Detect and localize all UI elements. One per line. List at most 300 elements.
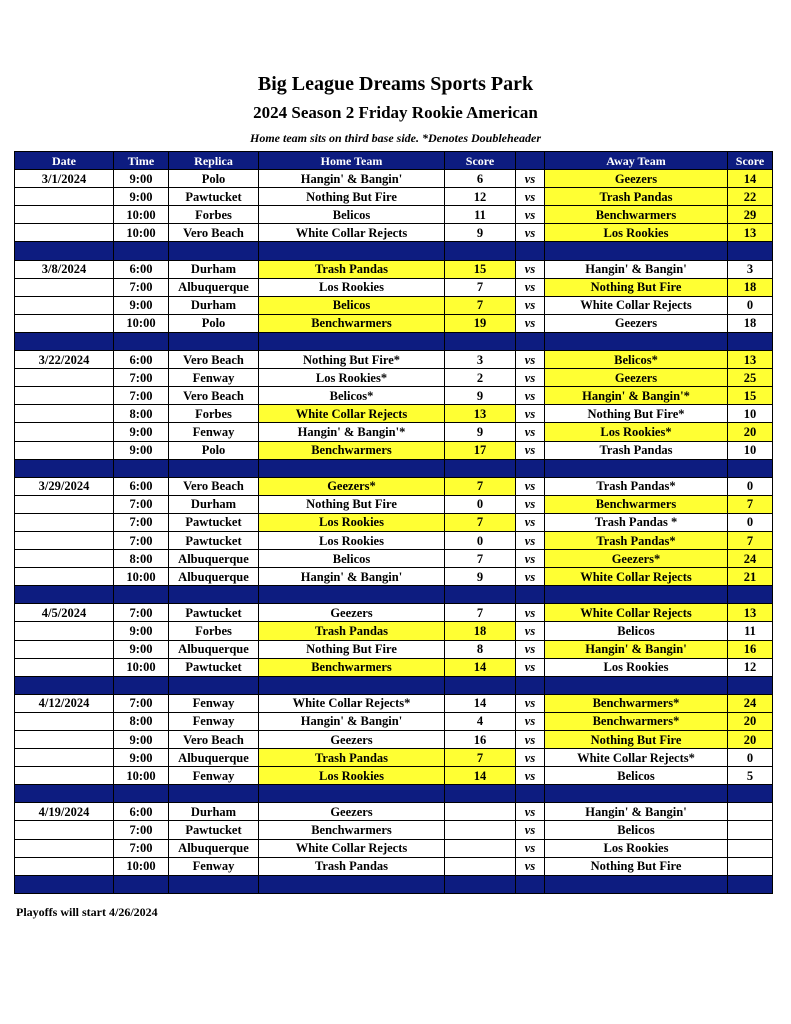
col-header-vs — [516, 152, 545, 170]
away-score: 15 — [728, 387, 773, 405]
game-field: Pawtucket — [169, 604, 259, 622]
separator-cell — [169, 586, 259, 604]
home-score: 15 — [445, 260, 516, 278]
away-team: Geezers* — [545, 550, 728, 568]
week-separator — [15, 586, 773, 604]
home-team: Benchwarmers — [259, 658, 445, 676]
table-row — [15, 441, 773, 459]
away-score: 25 — [728, 369, 773, 387]
separator-cell — [259, 586, 445, 604]
table-row — [15, 278, 773, 296]
table-row — [15, 314, 773, 332]
home-score — [445, 839, 516, 857]
separator-cell — [516, 242, 545, 260]
vs-label: vs — [516, 749, 545, 767]
game-time: 9:00 — [114, 441, 169, 459]
away-score: 22 — [728, 188, 773, 206]
vs-label: vs — [516, 694, 545, 712]
game-date — [15, 712, 114, 730]
separator-cell — [114, 785, 169, 803]
separator-cell — [169, 242, 259, 260]
away-score: 10 — [728, 441, 773, 459]
game-time: 10:00 — [114, 658, 169, 676]
separator-cell — [445, 586, 516, 604]
home-team: Nothing But Fire — [259, 640, 445, 658]
game-time: 10:00 — [114, 206, 169, 224]
home-score: 11 — [445, 206, 516, 224]
vs-label: vs — [516, 767, 545, 785]
home-score: 9 — [445, 423, 516, 441]
separator-cell — [516, 332, 545, 350]
home-team: Los Rookies — [259, 513, 445, 531]
game-date: 4/19/2024 — [15, 803, 114, 821]
vs-label: vs — [516, 278, 545, 296]
home-team: Trash Pandas — [259, 857, 445, 875]
separator-cell — [545, 875, 728, 893]
separator-cell — [445, 676, 516, 694]
away-score: 7 — [728, 495, 773, 513]
game-date — [15, 441, 114, 459]
vs-label: vs — [516, 477, 545, 495]
home-team: Geezers — [259, 803, 445, 821]
week-separator — [15, 875, 773, 893]
home-team: Hangin' & Bangin'* — [259, 423, 445, 441]
home-score: 12 — [445, 188, 516, 206]
game-field: Albuquerque — [169, 568, 259, 586]
game-date — [15, 206, 114, 224]
table-row — [15, 568, 773, 586]
table-row — [15, 622, 773, 640]
home-score: 6 — [445, 170, 516, 188]
game-field: Fenway — [169, 712, 259, 730]
game-time: 6:00 — [114, 477, 169, 495]
separator-cell — [545, 332, 728, 350]
away-score: 18 — [728, 314, 773, 332]
table-row — [15, 550, 773, 568]
away-score: 11 — [728, 622, 773, 640]
game-field: Albuquerque — [169, 640, 259, 658]
separator-cell — [259, 785, 445, 803]
vs-label: vs — [516, 857, 545, 875]
home-score: 7 — [445, 296, 516, 314]
away-team: Hangin' & Bangin'* — [545, 387, 728, 405]
away-team: Los Rookies* — [545, 423, 728, 441]
separator-cell — [545, 676, 728, 694]
away-team: White Collar Rejects — [545, 296, 728, 314]
table-row — [15, 224, 773, 242]
game-time: 10:00 — [114, 224, 169, 242]
week-separator — [15, 785, 773, 803]
table-row — [15, 260, 773, 278]
game-field: Pawtucket — [169, 821, 259, 839]
separator-cell — [114, 332, 169, 350]
home-team: Trash Pandas — [259, 749, 445, 767]
home-team: Geezers — [259, 731, 445, 749]
away-team: White Collar Rejects — [545, 568, 728, 586]
game-time: 10:00 — [114, 314, 169, 332]
away-team: Benchwarmers* — [545, 694, 728, 712]
away-score: 18 — [728, 278, 773, 296]
home-score: 7 — [445, 749, 516, 767]
home-score: 19 — [445, 314, 516, 332]
home-team: Benchwarmers — [259, 314, 445, 332]
game-time: 9:00 — [114, 188, 169, 206]
away-team: Benchwarmers — [545, 495, 728, 513]
home-score: 14 — [445, 767, 516, 785]
home-score: 7 — [445, 513, 516, 531]
vs-label: vs — [516, 568, 545, 586]
game-time: 9:00 — [114, 296, 169, 314]
table-row — [15, 513, 773, 531]
game-time: 7:00 — [114, 604, 169, 622]
separator-cell — [15, 676, 114, 694]
away-score: 0 — [728, 749, 773, 767]
separator-cell — [516, 875, 545, 893]
game-field: Albuquerque — [169, 839, 259, 857]
separator-cell — [114, 586, 169, 604]
table-row — [15, 767, 773, 785]
home-team: Belicos — [259, 550, 445, 568]
game-time: 6:00 — [114, 803, 169, 821]
home-score: 13 — [445, 405, 516, 423]
game-date — [15, 188, 114, 206]
away-team: Nothing But Fire — [545, 857, 728, 875]
home-score: 9 — [445, 568, 516, 586]
separator-cell — [728, 676, 773, 694]
vs-label: vs — [516, 224, 545, 242]
home-score: 7 — [445, 477, 516, 495]
table-row — [15, 731, 773, 749]
col-header-time: Time — [114, 152, 169, 170]
home-score: 7 — [445, 604, 516, 622]
game-field: Durham — [169, 495, 259, 513]
table-row — [15, 477, 773, 495]
game-date — [15, 423, 114, 441]
away-score: 14 — [728, 170, 773, 188]
game-time: 7:00 — [114, 495, 169, 513]
game-field: Vero Beach — [169, 351, 259, 369]
away-score: 29 — [728, 206, 773, 224]
game-field: Polo — [169, 170, 259, 188]
game-date — [15, 767, 114, 785]
vs-label: vs — [516, 188, 545, 206]
game-date: 3/22/2024 — [15, 351, 114, 369]
game-time: 7:00 — [114, 369, 169, 387]
away-score: 24 — [728, 550, 773, 568]
game-date — [15, 531, 114, 549]
home-score: 0 — [445, 495, 516, 513]
game-date: 4/12/2024 — [15, 694, 114, 712]
home-score: 17 — [445, 441, 516, 459]
vs-label: vs — [516, 387, 545, 405]
home-team: Los Rookies — [259, 531, 445, 549]
away-team: Geezers — [545, 170, 728, 188]
home-team: Los Rookies* — [259, 369, 445, 387]
vs-label: vs — [516, 803, 545, 821]
separator-cell — [545, 242, 728, 260]
separator-cell — [15, 785, 114, 803]
game-field: Pawtucket — [169, 188, 259, 206]
away-team: Trash Pandas — [545, 188, 728, 206]
separator-cell — [728, 459, 773, 477]
game-date — [15, 278, 114, 296]
separator-cell — [114, 459, 169, 477]
game-time: 9:00 — [114, 749, 169, 767]
game-time: 9:00 — [114, 622, 169, 640]
home-score: 14 — [445, 694, 516, 712]
home-score: 8 — [445, 640, 516, 658]
away-team: Nothing But Fire* — [545, 405, 728, 423]
table-row — [15, 658, 773, 676]
game-date — [15, 296, 114, 314]
game-time: 9:00 — [114, 640, 169, 658]
home-score: 16 — [445, 731, 516, 749]
away-score: 12 — [728, 658, 773, 676]
col-header-date: Date — [15, 152, 114, 170]
vs-label: vs — [516, 821, 545, 839]
home-team: Los Rookies — [259, 278, 445, 296]
separator-cell — [169, 875, 259, 893]
away-team: Hangin' & Bangin' — [545, 260, 728, 278]
away-team: Nothing But Fire — [545, 731, 728, 749]
away-score: 5 — [728, 767, 773, 785]
away-team: Los Rookies — [545, 839, 728, 857]
table-row — [15, 839, 773, 857]
game-field: Fenway — [169, 767, 259, 785]
separator-cell — [445, 332, 516, 350]
game-date — [15, 658, 114, 676]
game-time: 7:00 — [114, 694, 169, 712]
away-team: Belicos* — [545, 351, 728, 369]
game-time: 9:00 — [114, 170, 169, 188]
game-field: Durham — [169, 803, 259, 821]
game-date: 3/29/2024 — [15, 477, 114, 495]
game-date: 4/5/2024 — [15, 604, 114, 622]
game-date — [15, 387, 114, 405]
game-time: 7:00 — [114, 821, 169, 839]
game-date — [15, 224, 114, 242]
home-team: Geezers — [259, 604, 445, 622]
col-header-home-score: Score — [445, 152, 516, 170]
separator-cell — [516, 676, 545, 694]
away-team: Belicos — [545, 767, 728, 785]
game-date — [15, 640, 114, 658]
table-row — [15, 640, 773, 658]
page-subtitle: 2024 Season 2 Friday Rookie American — [253, 103, 538, 122]
home-score: 14 — [445, 658, 516, 676]
away-score: 20 — [728, 423, 773, 441]
away-score — [728, 839, 773, 857]
week-separator — [15, 459, 773, 477]
game-time: 10:00 — [114, 767, 169, 785]
game-time: 8:00 — [114, 550, 169, 568]
vs-label: vs — [516, 604, 545, 622]
week-separator — [15, 676, 773, 694]
away-team: Trash Pandas* — [545, 531, 728, 549]
home-score: 9 — [445, 224, 516, 242]
separator-cell — [114, 676, 169, 694]
schedule-body — [15, 170, 773, 894]
separator-cell — [516, 459, 545, 477]
table-row — [15, 296, 773, 314]
separator-cell — [445, 785, 516, 803]
page-title: Big League Dreams Sports Park — [257, 73, 534, 95]
game-date — [15, 495, 114, 513]
home-team: White Collar Rejects — [259, 224, 445, 242]
col-header-home-team: Home Team — [259, 152, 445, 170]
game-field: Vero Beach — [169, 387, 259, 405]
game-time: 7:00 — [114, 513, 169, 531]
game-date — [15, 314, 114, 332]
home-score — [445, 821, 516, 839]
table-row — [15, 206, 773, 224]
game-field: Pawtucket — [169, 658, 259, 676]
away-team: Nothing But Fire — [545, 278, 728, 296]
away-score: 3 — [728, 260, 773, 278]
separator-cell — [169, 785, 259, 803]
separator-cell — [114, 875, 169, 893]
away-team: Trash Pandas* — [545, 477, 728, 495]
separator-cell — [259, 875, 445, 893]
away-score: 20 — [728, 712, 773, 730]
home-team: Trash Pandas — [259, 622, 445, 640]
col-header-away-team: Away Team — [545, 152, 728, 170]
home-score: 3 — [445, 351, 516, 369]
game-field: Durham — [169, 296, 259, 314]
separator-cell — [15, 875, 114, 893]
game-date — [15, 622, 114, 640]
away-score: 0 — [728, 513, 773, 531]
away-score: 0 — [728, 296, 773, 314]
separator-cell — [728, 332, 773, 350]
game-field: Vero Beach — [169, 477, 259, 495]
vs-label: vs — [516, 622, 545, 640]
away-score: 20 — [728, 731, 773, 749]
game-field: Albuquerque — [169, 278, 259, 296]
away-team: Belicos — [545, 622, 728, 640]
game-field: Pawtucket — [169, 513, 259, 531]
table-row — [15, 405, 773, 423]
separator-cell — [169, 332, 259, 350]
away-score: 21 — [728, 568, 773, 586]
separator-cell — [545, 586, 728, 604]
separator-cell — [728, 875, 773, 893]
vs-label: vs — [516, 550, 545, 568]
vs-label: vs — [516, 260, 545, 278]
separator-cell — [259, 676, 445, 694]
home-team: Belicos — [259, 296, 445, 314]
col-header-away-score: Score — [728, 152, 773, 170]
game-time: 10:00 — [114, 857, 169, 875]
vs-label: vs — [516, 170, 545, 188]
home-team: White Collar Rejects — [259, 405, 445, 423]
game-field: Albuquerque — [169, 749, 259, 767]
vs-label: vs — [516, 712, 545, 730]
away-score: 13 — [728, 224, 773, 242]
game-time: 8:00 — [114, 712, 169, 730]
game-date — [15, 513, 114, 531]
separator-cell — [445, 242, 516, 260]
home-score: 9 — [445, 387, 516, 405]
home-score — [445, 857, 516, 875]
game-date — [15, 405, 114, 423]
separator-cell — [15, 332, 114, 350]
game-time: 7:00 — [114, 531, 169, 549]
game-time: 7:00 — [114, 387, 169, 405]
separator-cell — [169, 459, 259, 477]
away-team: Hangin' & Bangin' — [545, 803, 728, 821]
home-team: Nothing But Fire* — [259, 351, 445, 369]
separator-cell — [545, 785, 728, 803]
away-score — [728, 803, 773, 821]
vs-label: vs — [516, 513, 545, 531]
game-date — [15, 821, 114, 839]
game-date — [15, 731, 114, 749]
table-row — [15, 821, 773, 839]
home-score: 7 — [445, 550, 516, 568]
table-row — [15, 188, 773, 206]
table-row — [15, 857, 773, 875]
away-score: 13 — [728, 604, 773, 622]
game-field: Forbes — [169, 206, 259, 224]
home-score: 4 — [445, 712, 516, 730]
away-score — [728, 857, 773, 875]
game-date — [15, 568, 114, 586]
vs-label: vs — [516, 640, 545, 658]
home-team: Geezers* — [259, 477, 445, 495]
game-field: Albuquerque — [169, 550, 259, 568]
vs-label: vs — [516, 531, 545, 549]
game-time: 10:00 — [114, 568, 169, 586]
table-row — [15, 495, 773, 513]
game-field: Fenway — [169, 369, 259, 387]
away-team: Trash Pandas * — [545, 513, 728, 531]
col-header-replica: Replica — [169, 152, 259, 170]
week-separator — [15, 332, 773, 350]
game-date — [15, 749, 114, 767]
game-time: 7:00 — [114, 839, 169, 857]
separator-cell — [259, 242, 445, 260]
game-date — [15, 857, 114, 875]
away-score: 24 — [728, 694, 773, 712]
home-score: 0 — [445, 531, 516, 549]
home-team: Belicos — [259, 206, 445, 224]
game-field: Forbes — [169, 405, 259, 423]
away-score: 7 — [728, 531, 773, 549]
away-team: Benchwarmers* — [545, 712, 728, 730]
vs-label: vs — [516, 314, 545, 332]
separator-cell — [169, 676, 259, 694]
game-time: 7:00 — [114, 278, 169, 296]
away-score — [728, 821, 773, 839]
away-team: Belicos — [545, 821, 728, 839]
separator-cell — [516, 586, 545, 604]
week-separator — [15, 242, 773, 260]
game-date — [15, 369, 114, 387]
separator-cell — [728, 586, 773, 604]
away-team: White Collar Rejects* — [545, 749, 728, 767]
separator-cell — [728, 242, 773, 260]
separator-cell — [15, 242, 114, 260]
away-team: Los Rookies — [545, 224, 728, 242]
table-row — [15, 387, 773, 405]
home-team: Los Rookies — [259, 767, 445, 785]
home-team: Trash Pandas — [259, 260, 445, 278]
table-row — [15, 369, 773, 387]
home-team: Benchwarmers — [259, 441, 445, 459]
playoffs-note: Playoffs will start 4/26/2024 — [16, 905, 158, 919]
home-team: Nothing But Fire — [259, 495, 445, 513]
